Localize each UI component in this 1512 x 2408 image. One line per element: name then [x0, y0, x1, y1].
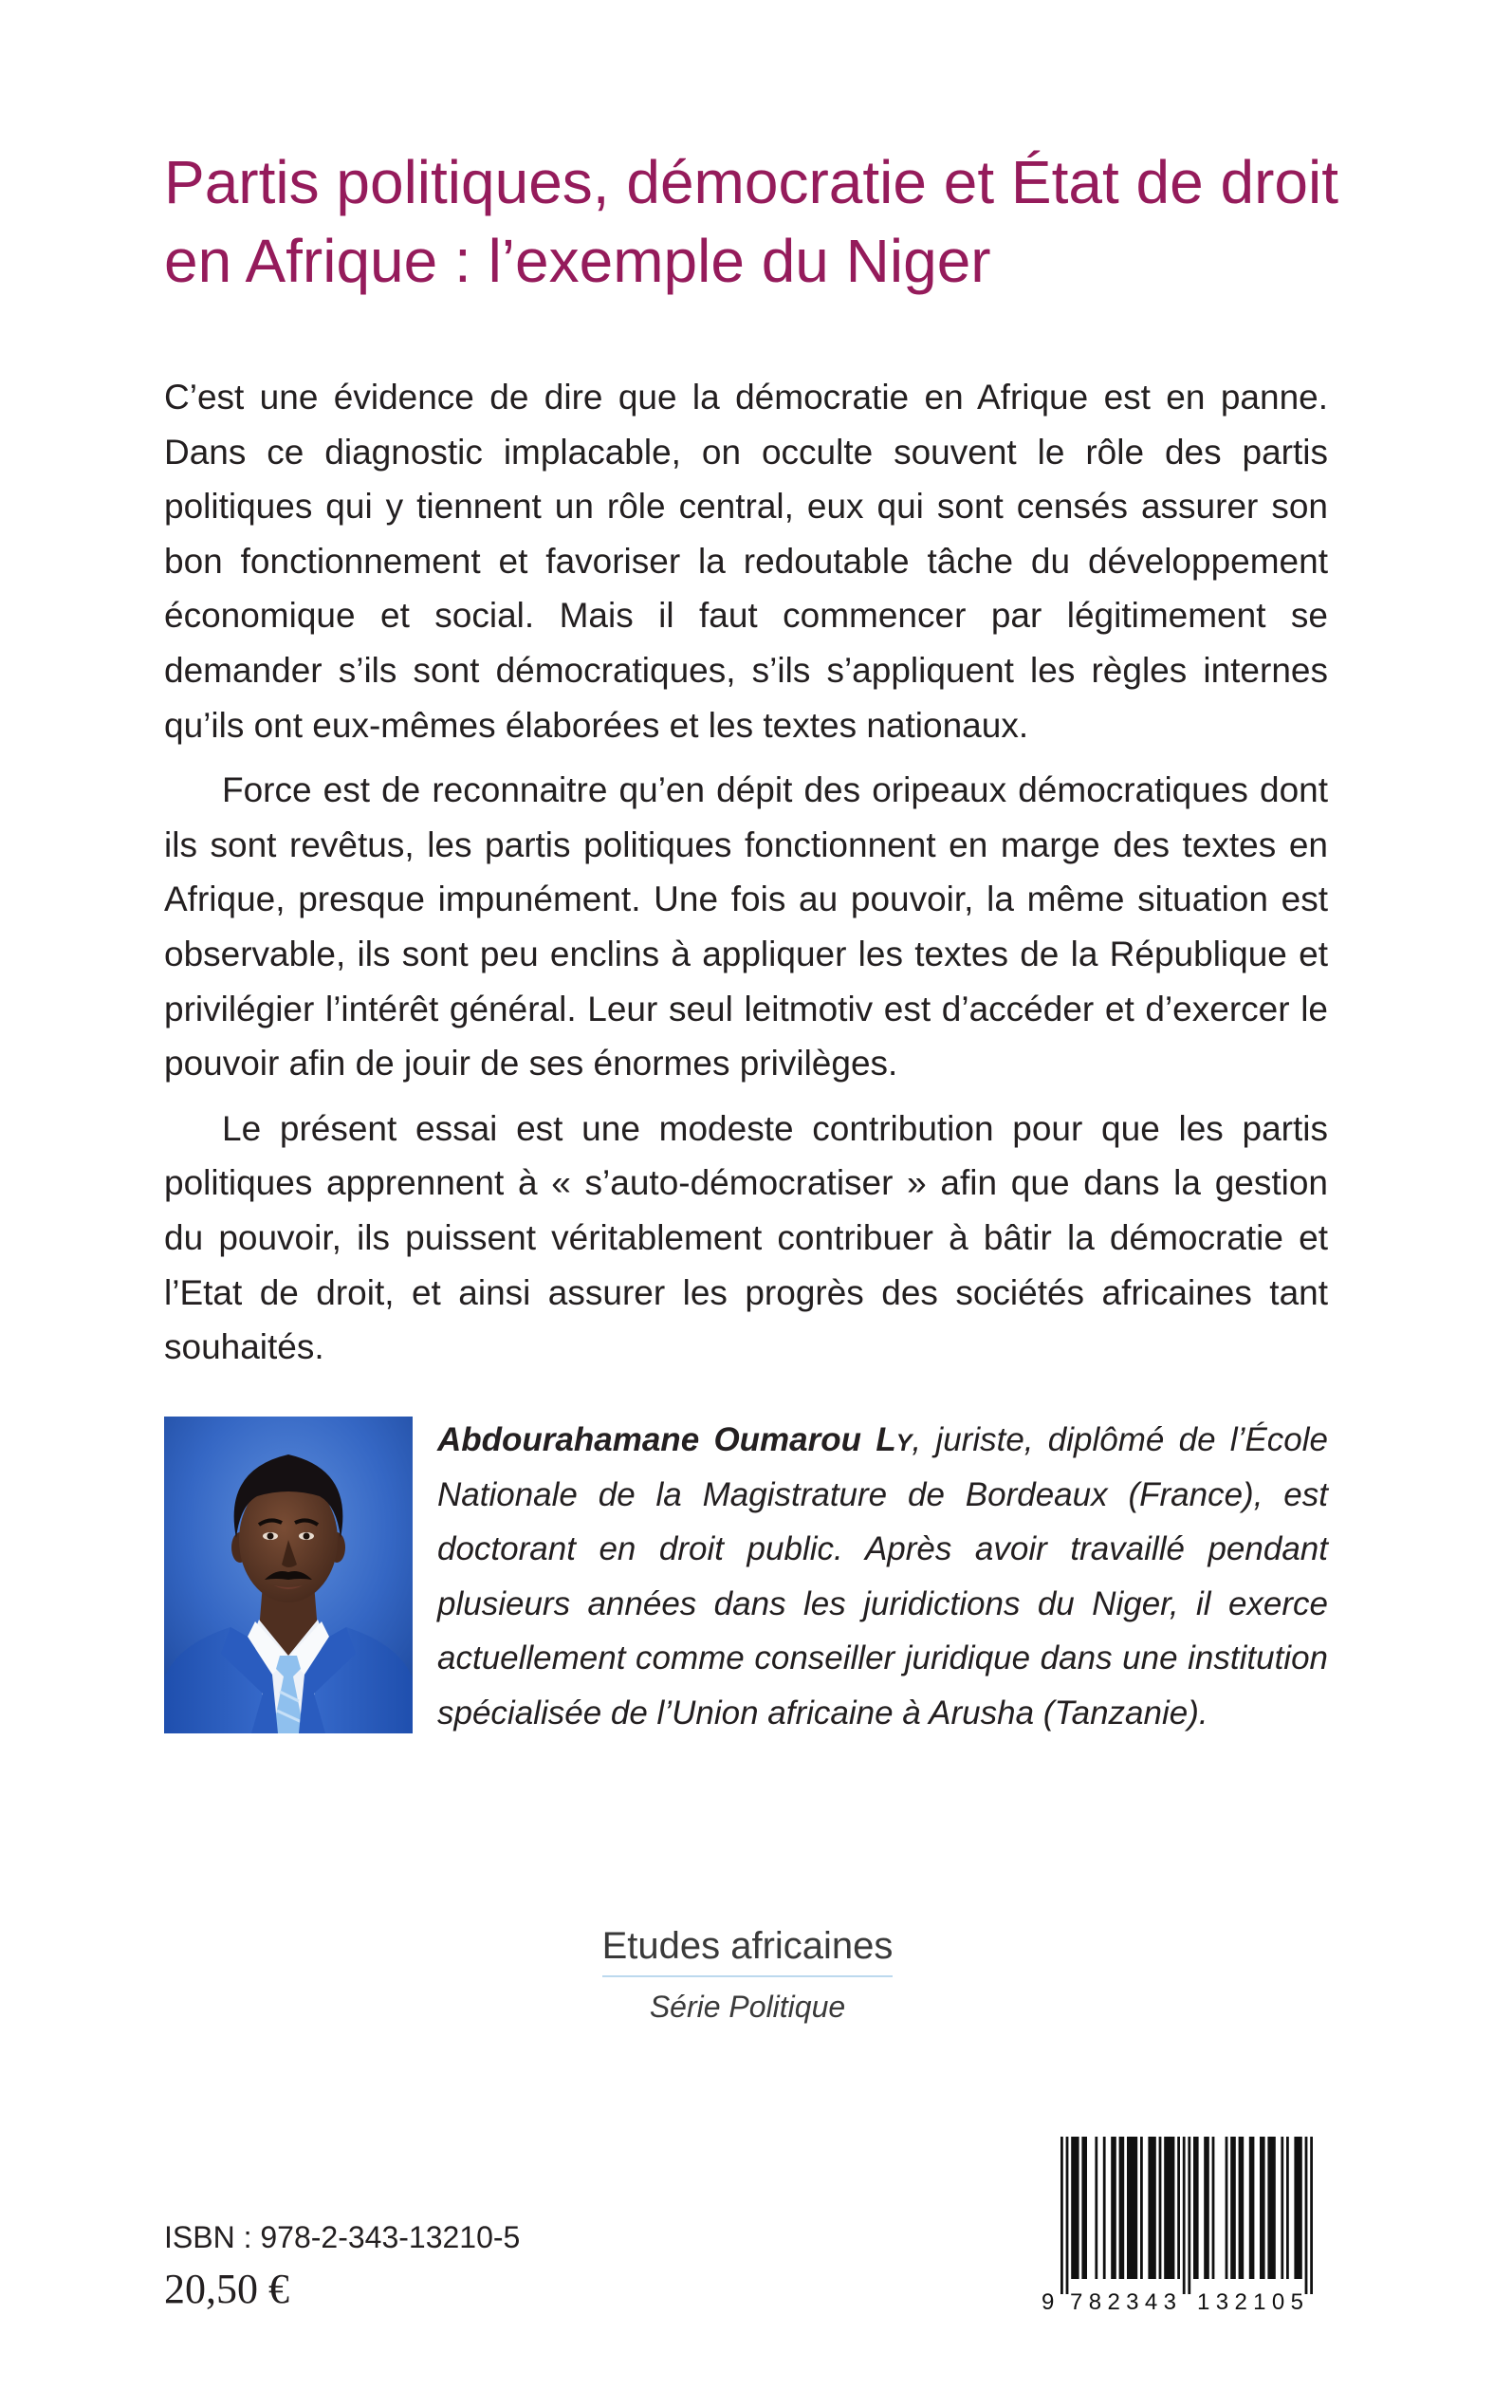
series-name: Etudes africaines	[601, 1925, 894, 1967]
price: 20,50 €	[164, 2266, 289, 2312]
author-photo	[164, 1417, 413, 1733]
summary-paragraph: C’est une évidence de dire que la démocratie en Afrique est en panne. Dans ce diagnostic implacable, on occulte souvent le rôle des partis politiques qui y tiennent un rôle central, eux qui sont censés assurer son bon fonctionnement et favoriser la redoutable tâche du développement économique et social. Mais il faut commencer par légitimement se demander s’ils sont démocratiques, s’ils s’appliquent les règles internes qu’ils ont eux-mêmes élaborées et les textes nationaux.	[164, 378, 1328, 745]
barcode-bar	[1095, 2137, 1097, 2279]
barcode-left-digits: 782343	[1070, 2289, 1176, 2313]
barcode-bar	[1239, 2137, 1245, 2279]
barcode-guard-bar	[1188, 2137, 1190, 2294]
barcode-bar	[1177, 2137, 1180, 2279]
barcode-bar	[1071, 2137, 1079, 2279]
isbn-number: ISBN : 978-2-343-13210-5	[164, 2220, 521, 2254]
barcode-bar	[1294, 2137, 1301, 2279]
barcode-bar	[1111, 2137, 1116, 2279]
barcode-bar	[1127, 2137, 1137, 2279]
author-surname: Ly	[876, 1421, 913, 1458]
author-bio	[437, 1413, 1328, 1741]
subseries-name: Série Politique	[649, 1990, 846, 2024]
barcode-guard-bar	[1310, 2137, 1313, 2294]
barcode	[1038, 2137, 1328, 2313]
book-title-line-1: Partis politiques, démocratie et État de droit	[164, 148, 1338, 216]
barcode-bar	[1148, 2137, 1155, 2279]
barcode-guard-bar	[1183, 2137, 1186, 2294]
barcode-bar	[1260, 2137, 1265, 2279]
barcode-right-digits: 132105	[1197, 2289, 1303, 2313]
book-title	[164, 143, 1397, 301]
barcode-bar	[1204, 2137, 1209, 2279]
barcode-guard-bar	[1060, 2137, 1063, 2294]
barcode-bar	[1212, 2137, 1215, 2279]
book-summary	[164, 370, 1328, 1385]
barcode-bar	[1159, 2137, 1162, 2279]
barcode-bar	[1081, 2137, 1087, 2279]
barcode-bar	[1103, 2137, 1106, 2279]
barcode-bar	[1230, 2137, 1236, 2279]
series-divider	[602, 1975, 893, 1977]
author-name: Abdourahamane Oumarou	[437, 1421, 862, 1458]
barcode-bar	[1164, 2137, 1174, 2279]
barcode-bar	[1281, 2137, 1283, 2279]
barcode-bar	[1119, 2137, 1125, 2279]
barcode-bar	[1249, 2137, 1255, 2279]
barcode-bar	[1140, 2137, 1143, 2279]
book-title-line-2: en Afrique : l’exemple du Niger	[164, 227, 991, 295]
summary-paragraph: Force est de reconnaitre qu’en dépit des oripeaux démocratiques dont ils sont revêtus, les partis politiques fonctionnent en marge des textes en Afrique, presque impunément. Une fois au pouvoir, la même situation est observable, ils sont peu enclins à appliquer les textes de la République et privilégier l’intérêt général. Leur seul leitmotiv est d’accéder et d’exercer le pouvoir afin de jouir de ses énormes privilèges.	[164, 770, 1328, 1084]
barcode-bar	[1193, 2137, 1199, 2279]
author-bio-text: , juriste, diplômé de l’École Nationale de la Magistrature de Bordeaux (France), est doctorant en droit public. Après avoir travaillé pendant plusieurs années dans les juridictions du Niger, il exerce actuellement comme conseiller juridique dans une institution spécialisée de l’Union africaine à Arusha (Tanzanie).	[437, 1421, 1329, 1732]
barcode-first-digit: 9	[1042, 2289, 1055, 2313]
barcode-bar	[1267, 2137, 1275, 2279]
barcode-guard-bar	[1305, 2137, 1308, 2294]
barcode-guard-bar	[1066, 2137, 1069, 2294]
summary-paragraph: Le présent essai est une modeste contribution pour que les partis politiques apprennent à « s’auto-démocratiser » afin que dans la gestion du pouvoir, ils puissent véritablement contribuer à bâtir la démocratie et l’Etat de droit, et ainsi assurer les progrès des sociétés africaines tant souhaités.	[164, 1108, 1328, 1367]
barcode-bar	[1226, 2137, 1228, 2279]
barcode-bar	[1286, 2137, 1289, 2279]
